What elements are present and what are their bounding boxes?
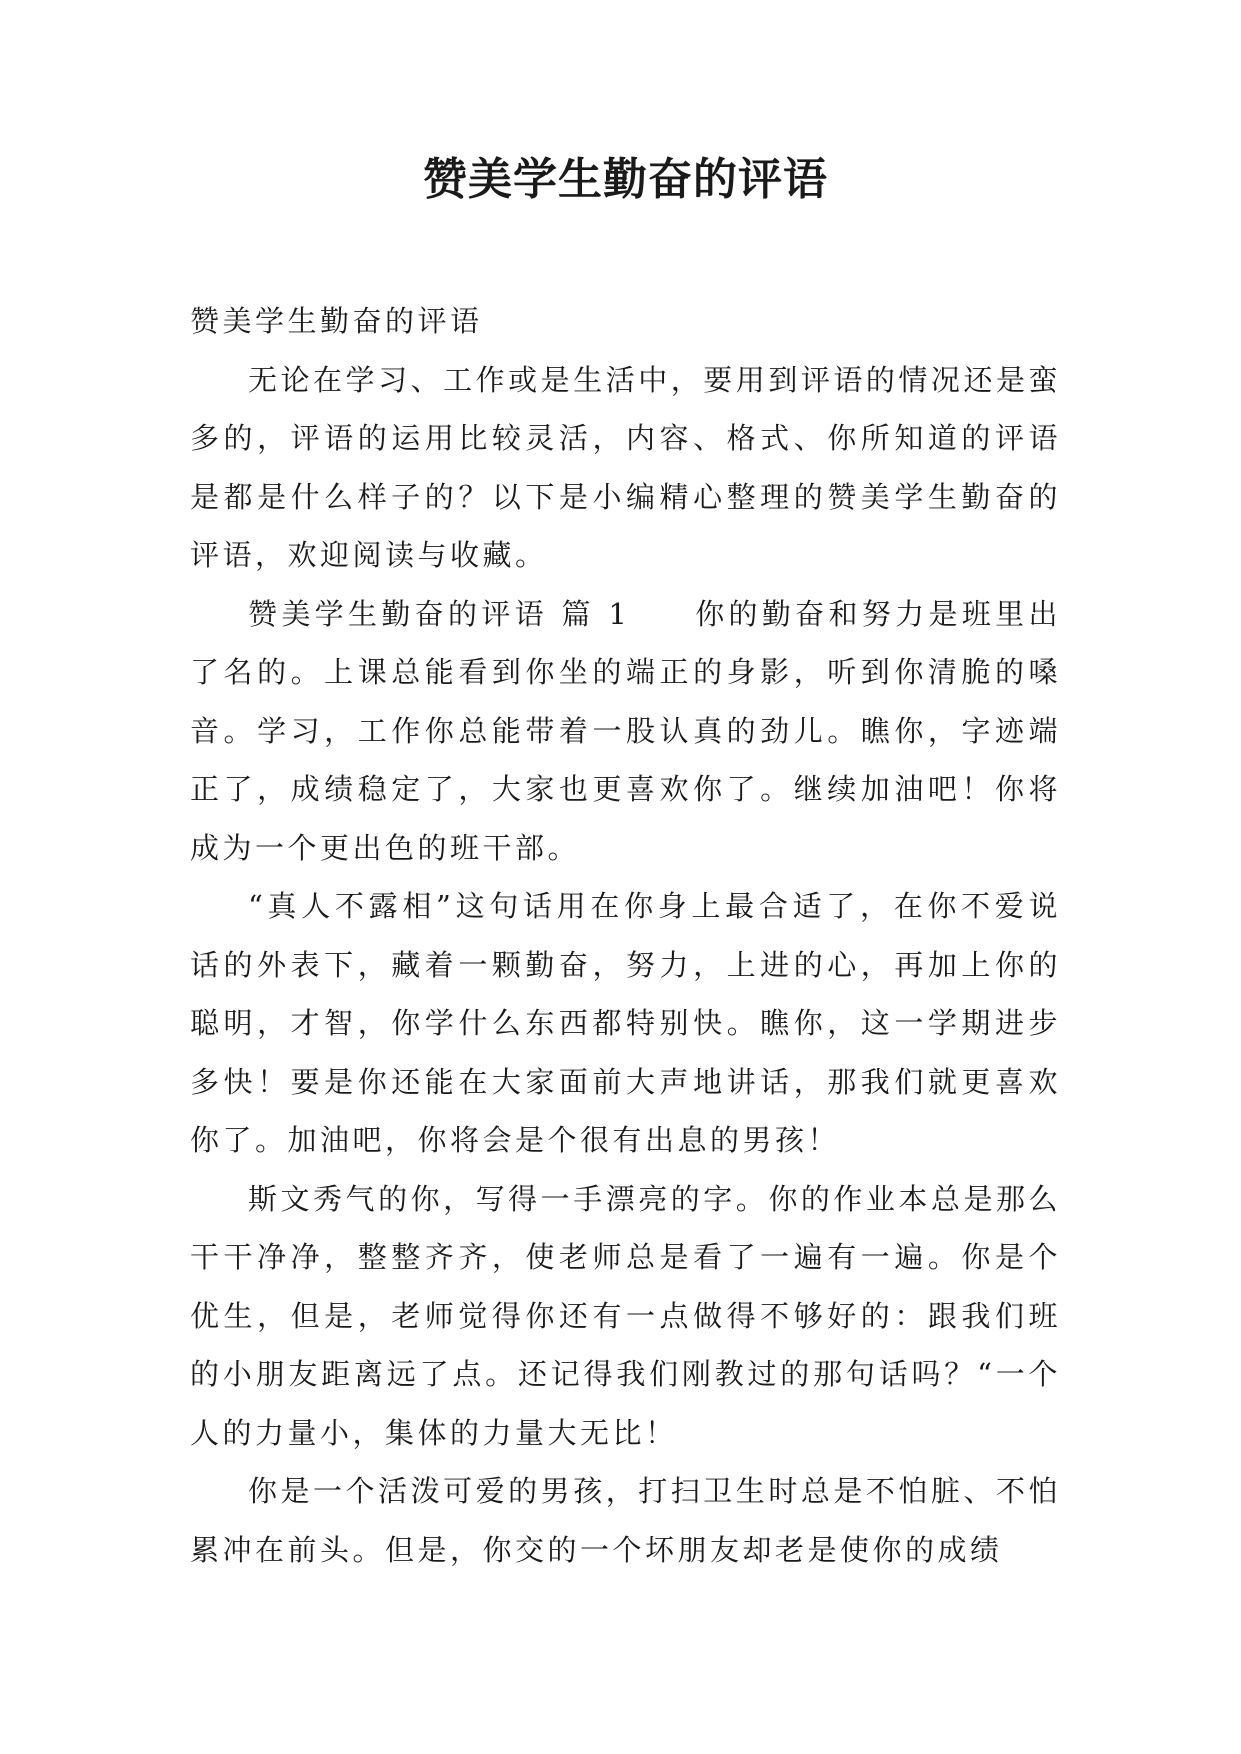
section-1-paragraph xyxy=(190,585,1061,878)
intro-paragraph: 无论在学习、工作或是生活中，要用到评语的情况还是蛮多的，评语的运用比较灵活，内容、格式、你所知道的评语是都是什么样子的？以下是小编精心整理的赞美学生勤奋的评语，欢迎阅读与收藏。 xyxy=(190,362,1061,572)
document-subtitle: 赞美学生勤奋的评语 xyxy=(190,304,483,338)
paragraph: “真人不露相”这句话用在你身上最合适了，在你不爱说话的外表下，藏着一颗勤奋，努力，上进的心，再加上你的聪明，才智，你学什么东西都特别快。瞧你，这一学期进步多快！要是你还能在大家面前大声地讲话，那我们就更喜欢你了。加油吧，你将会是个很有出息的男孩！ xyxy=(190,889,1061,1157)
paragraph: 斯文秀气的你，写得一手漂亮的字。你的作业本总是那么干干净净，整整齐齐，使老师总是看了一遍有一遍。你是个优生，但是，老师觉得你还有一点做得不够好的：跟我们班的小朋友距离远了点。还记得我们刚教过的那句话吗？“一个人的力量小，集体的力量大无比！ xyxy=(190,1181,1061,1450)
section-1-text: 你的勤奋和努力是班里出了名的。上课总能看到你坐的端正的身影，听到你清脆的嗓音。学习，工作你总能带着一股认真的劲儿。瞧你，字迹端正了，成绩稳定了，大家也更喜欢你了。继续加油吧！你将成为一个更出色的班干部。 xyxy=(190,596,1061,865)
paragraph: 你是一个活泼可爱的男孩，打扫卫生时总是不怕脏、不怕累冲在前头。但是，你交的一个坏朋友却老是使你的成绩 xyxy=(190,1474,1061,1567)
document-title: 赞美学生勤奋的评语 xyxy=(423,154,828,205)
section-label: 赞美学生勤奋的评语 篇 1 xyxy=(248,596,631,631)
document-body xyxy=(190,292,1061,1579)
